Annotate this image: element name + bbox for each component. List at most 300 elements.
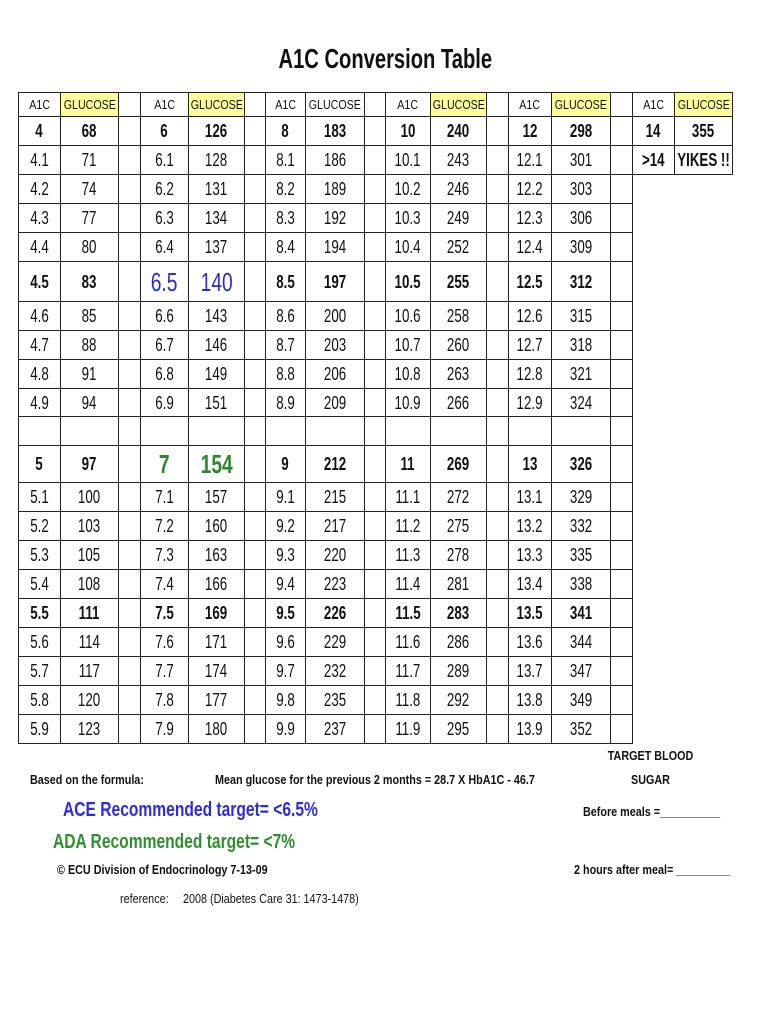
blank-cell: [675, 233, 733, 262]
a1c-cell: [266, 686, 306, 715]
glucose-cell-text: 143: [205, 306, 228, 326]
spacer-cell: [487, 446, 509, 483]
a1c-cell-text: 11.6: [395, 632, 421, 652]
glucose-cell-text: 149: [205, 364, 228, 384]
a1c-cell-text: 12.7: [517, 335, 543, 355]
glucose-cell-text: 272: [447, 487, 470, 507]
a1c-cell: [19, 570, 61, 599]
glucose-cell: [552, 233, 611, 262]
a1c-cell-text: 11.5: [395, 603, 421, 623]
a1c-cell-text: 9.3: [276, 545, 295, 565]
blank-cell: [633, 570, 675, 599]
spacer-cell: [119, 483, 141, 512]
glucose-cell-text: 123: [78, 719, 101, 739]
a1c-cell: [141, 541, 189, 570]
a1c-cell-text: 6.2: [155, 179, 174, 199]
a1c-cell: [266, 417, 306, 446]
table-row: [19, 628, 733, 657]
glucose-cell-text: 134: [205, 208, 228, 228]
table-row: [19, 175, 733, 204]
glucose-cell: [431, 302, 487, 331]
blank-cell: [675, 512, 733, 541]
a1c-cell-text: 5.5: [30, 603, 49, 623]
a1c-cell: [509, 417, 552, 446]
spacer-cell: [487, 204, 509, 233]
a1c-cell: [19, 175, 61, 204]
glucose-cell-text: 200: [323, 306, 347, 326]
a1c-cell: [141, 331, 189, 360]
copyright: [57, 862, 311, 878]
spacer-cell: [245, 389, 266, 417]
spacer-cell: [245, 686, 266, 715]
table-row: [19, 360, 733, 389]
blank-cell: [675, 262, 733, 302]
spacer-cell: [365, 262, 386, 302]
a1c-cell: [386, 541, 431, 570]
a1c-cell-text: 11.8: [395, 690, 421, 710]
glucose-cell: [61, 389, 119, 417]
spacer-cell: [119, 117, 141, 146]
a1c-cell-text: 13.5: [517, 603, 543, 623]
a1c-cell: [141, 483, 189, 512]
spacer-cell: [487, 233, 509, 262]
glucose-cell-text: 232: [323, 661, 347, 681]
spacer-cell: [365, 417, 386, 446]
glucose-cell: [306, 446, 365, 483]
glucose-cell-text: 349: [569, 690, 593, 710]
spacer-cell: [119, 417, 141, 446]
a1c-cell-text: 7: [159, 449, 170, 479]
spacer-cell: [119, 570, 141, 599]
glucose-cell: [552, 331, 611, 360]
table-row: [19, 262, 733, 302]
target-heading-line-2: SUGAR: [631, 772, 670, 787]
glucose-cell-text: 240: [447, 121, 470, 141]
spacer-cell: [245, 657, 266, 686]
a1c-cell: [386, 204, 431, 233]
glucose-cell: [61, 657, 119, 686]
glucose-cell: [189, 599, 245, 628]
spacer-cell: [365, 512, 386, 541]
a1c-cell-text: 11.2: [395, 516, 421, 536]
spacer-cell: [611, 331, 633, 360]
glucose-cell: [306, 175, 365, 204]
glucose-cell-text: 255: [447, 271, 470, 292]
a1c-cell: [509, 715, 552, 744]
spacer-cell: [611, 175, 633, 204]
spacer-cell: [245, 360, 266, 389]
table-header: [19, 93, 733, 117]
glucose-cell-text: 160: [205, 516, 228, 536]
a1c-cell: [19, 417, 61, 446]
glucose-cell: [552, 628, 611, 657]
reference-label: [120, 891, 179, 907]
a1c-cell-text: 8: [281, 121, 290, 141]
glucose-cell: [306, 686, 365, 715]
glucose-cell-text: 209: [323, 392, 347, 413]
glucose-cell-text: 186: [323, 150, 347, 170]
glucose-header: [431, 93, 487, 117]
glucose-cell-text: 120: [78, 690, 101, 710]
glucose-cell: [306, 657, 365, 686]
glucose-cell: [552, 417, 611, 446]
table-row: [19, 204, 733, 233]
glucose-cell: [306, 628, 365, 657]
spacer-cell: [487, 483, 509, 512]
a1c-cell: [633, 117, 675, 146]
a1c-cell: [386, 117, 431, 146]
glucose-cell: [306, 541, 365, 570]
a1c-cell-text: 10.8: [395, 364, 421, 384]
a1c-header-text: A1C: [519, 96, 541, 112]
spacer-cell: [119, 331, 141, 360]
a1c-cell-text: 13: [522, 454, 538, 474]
glucose-cell-text: 263: [447, 364, 470, 384]
glucose-cell: [675, 117, 733, 146]
a1c-cell: [509, 175, 552, 204]
ace-target-text: ACE Recommended target= <6.5%: [63, 799, 318, 821]
glucose-cell: [189, 541, 245, 570]
a1c-cell-text: 10.3: [395, 208, 421, 228]
table-row: [19, 686, 733, 715]
a1c-cell-text: 9.4: [276, 574, 295, 594]
a1c-cell-text: 8.5: [276, 271, 295, 292]
a1c-cell-text: 4.5: [30, 271, 49, 292]
page-title: [0, 42, 770, 76]
a1c-cell: [386, 360, 431, 389]
glucose-cell-text: 137: [205, 237, 228, 257]
a1c-cell: [19, 599, 61, 628]
a1c-cell: [386, 146, 431, 175]
a1c-cell: [386, 262, 431, 302]
glucose-cell: [552, 483, 611, 512]
a1c-cell-text: 7.4: [155, 574, 174, 594]
page-title-text: A1C Conversion Table: [278, 43, 492, 74]
spacer-cell: [611, 93, 633, 117]
glucose-cell-text: 197: [323, 271, 347, 292]
a1c-cell-text: 12.1: [517, 150, 543, 170]
glucose-cell: [189, 331, 245, 360]
a1c-cell-text: 9.9: [276, 719, 295, 739]
a1c-cell-text: 5: [35, 454, 44, 474]
spacer-cell: [245, 483, 266, 512]
glucose-header-text: GLUCOSE: [432, 96, 485, 112]
glucose-cell-text: 329: [569, 487, 593, 507]
glucose-cell: [306, 483, 365, 512]
spacer-cell: [487, 146, 509, 175]
glucose-cell: [306, 417, 365, 446]
spacer-cell: [119, 204, 141, 233]
glucose-cell-text: 260: [447, 335, 470, 355]
a1c-cell-text: 10.4: [395, 237, 421, 257]
glucose-cell: [431, 628, 487, 657]
glucose-cell-text: 275: [447, 516, 470, 536]
a1c-header-text: A1C: [643, 96, 664, 112]
glucose-cell: [61, 262, 119, 302]
glucose-cell: [61, 715, 119, 744]
a1c-cell: [509, 657, 552, 686]
glucose-cell: [189, 146, 245, 175]
blank-cell: [633, 417, 675, 446]
glucose-cell-text: 212: [323, 454, 347, 474]
a1c-cell: [19, 628, 61, 657]
a1c-header: [19, 93, 61, 117]
table-row: [19, 389, 733, 417]
glucose-cell-text: 91: [82, 364, 97, 384]
glucose-cell: [189, 570, 245, 599]
formula-label: [30, 772, 167, 788]
a1c-cell: [266, 117, 306, 146]
glucose-cell: [431, 483, 487, 512]
spacer-cell: [487, 570, 509, 599]
reference-label-text: reference:: [120, 891, 169, 906]
a1c-cell: [266, 570, 306, 599]
a1c-cell-text: 12.6: [517, 306, 543, 326]
glucose-cell: [431, 146, 487, 175]
glucose-cell-text: 103: [78, 516, 101, 536]
glucose-cell-text: 157: [205, 487, 228, 507]
spacer-cell: [611, 446, 633, 483]
glucose-cell: [431, 686, 487, 715]
a1c-cell-text: 7.3: [155, 545, 174, 565]
a1c-cell: [509, 302, 552, 331]
spacer-cell: [245, 262, 266, 302]
glucose-cell-text: 249: [447, 208, 470, 228]
spacer-cell: [119, 360, 141, 389]
blank-cell: [633, 512, 675, 541]
a1c-header-text: A1C: [154, 96, 175, 112]
glucose-cell: [306, 262, 365, 302]
a1c-cell-text: 8.9: [276, 392, 295, 413]
a1c-cell-text: 10.5: [395, 271, 421, 292]
a1c-cell: [386, 331, 431, 360]
glucose-cell: [552, 262, 611, 302]
glucose-cell: [189, 657, 245, 686]
glucose-cell-text: 246: [447, 179, 470, 199]
glucose-header: [189, 93, 245, 117]
a1c-cell-text: 4.2: [30, 179, 49, 199]
a1c-cell: [266, 233, 306, 262]
glucose-cell: [189, 446, 245, 483]
glucose-cell-text: 83: [82, 271, 97, 292]
a1c-header-text: A1C: [397, 96, 419, 112]
blank-cell: [675, 302, 733, 331]
glucose-cell-text: 338: [569, 574, 593, 594]
glucose-cell: [552, 446, 611, 483]
glucose-cell-text: 312: [569, 271, 593, 292]
a1c-cell: [509, 541, 552, 570]
a1c-cell: [19, 117, 61, 146]
glucose-cell: [431, 446, 487, 483]
glucose-cell: [61, 446, 119, 483]
glucose-cell-text: 77: [82, 208, 97, 228]
a1c-cell: [266, 302, 306, 331]
a1c-cell-text: 6.8: [155, 364, 174, 384]
a1c-cell-text: 9.5: [276, 603, 295, 623]
glucose-cell-text: 286: [447, 632, 470, 652]
a1c-cell: [386, 446, 431, 483]
a1c-cell-text: 7.1: [155, 487, 174, 507]
a1c-cell: [19, 302, 61, 331]
a1c-cell: [19, 483, 61, 512]
a1c-cell-text: 5.3: [30, 545, 49, 565]
a1c-cell: [266, 204, 306, 233]
blank-cell: [675, 628, 733, 657]
glucose-cell-text: 189: [323, 179, 347, 199]
spacer-cell: [119, 715, 141, 744]
spacer-cell: [487, 360, 509, 389]
spacer-cell: [365, 657, 386, 686]
a1c-cell: [509, 331, 552, 360]
glucose-cell: [552, 302, 611, 331]
spacer-cell: [245, 204, 266, 233]
glucose-cell-text: 97: [82, 454, 97, 474]
a1c-cell: [633, 146, 675, 175]
spacer-cell: [119, 628, 141, 657]
spacer-cell: [611, 628, 633, 657]
glucose-cell-text: 252: [447, 237, 470, 257]
blank-cell: [633, 233, 675, 262]
glucose-cell-text: 171: [205, 632, 228, 652]
a1c-cell: [19, 715, 61, 744]
glucose-cell: [189, 686, 245, 715]
spacer-cell: [487, 417, 509, 446]
glucose-cell: [61, 302, 119, 331]
a1c-cell-text: 5.4: [30, 574, 49, 594]
blank-cell: [633, 628, 675, 657]
spacer-cell: [611, 483, 633, 512]
glucose-cell: [189, 262, 245, 302]
spacer-cell: [365, 599, 386, 628]
a1c-cell: [19, 233, 61, 262]
a1c-cell-text: 9.2: [276, 516, 295, 536]
a1c-cell: [266, 146, 306, 175]
spacer-cell: [487, 628, 509, 657]
spacer-cell: [487, 175, 509, 204]
a1c-cell: [141, 117, 189, 146]
target-heading-line-1: TARGET BLOOD: [607, 748, 694, 763]
a1c-cell-text: 5.8: [30, 690, 49, 710]
spacer-cell: [119, 175, 141, 204]
a1c-cell-text: 12.5: [517, 271, 543, 292]
a1c-header: [509, 93, 552, 117]
a1c-cell-text: 9.7: [276, 661, 295, 681]
glucose-cell-text: 266: [447, 392, 470, 413]
spacer-cell: [611, 570, 633, 599]
glucose-cell: [189, 483, 245, 512]
a1c-cell: [386, 233, 431, 262]
blank-cell: [675, 360, 733, 389]
glucose-cell: [431, 512, 487, 541]
blank-cell: [633, 715, 675, 744]
glucose-cell: [189, 512, 245, 541]
spacer-cell: [487, 657, 509, 686]
a1c-cell-text: 10.9: [395, 392, 421, 413]
spacer-cell: [611, 686, 633, 715]
glucose-header-text: GLUCOSE: [63, 96, 116, 112]
glucose-cell: [61, 541, 119, 570]
a1c-cell-text: 13.6: [517, 632, 543, 652]
spacer-cell: [487, 93, 509, 117]
blank-cell: [675, 570, 733, 599]
spacer-cell: [119, 599, 141, 628]
blank-cell: [675, 657, 733, 686]
a1c-header: [141, 93, 189, 117]
a1c-cell-text: 4: [35, 121, 44, 141]
a1c-cell: [386, 570, 431, 599]
a1c-cell-text: 7.7: [155, 661, 174, 681]
a1c-cell-text: 12.9: [517, 392, 543, 413]
a1c-cell-text: 9: [281, 454, 290, 474]
a1c-cell-text: 10.2: [395, 179, 421, 199]
spacer-cell: [487, 715, 509, 744]
blank-cell: [675, 389, 733, 417]
glucose-cell: [189, 175, 245, 204]
a1c-cell-text: 6.6: [155, 306, 174, 326]
glucose-cell-text: 324: [569, 392, 593, 413]
glucose-cell: [552, 715, 611, 744]
glucose-cell: [306, 302, 365, 331]
glucose-cell: [675, 146, 733, 175]
a1c-header-text: A1C: [29, 96, 50, 112]
a1c-cell-text: 7.2: [155, 516, 174, 536]
glucose-cell: [61, 599, 119, 628]
glucose-cell: [552, 541, 611, 570]
glucose-cell-text: 68: [82, 121, 97, 141]
glucose-cell-text: 278: [447, 545, 470, 565]
glucose-cell: [61, 204, 119, 233]
glucose-cell-text: 258: [447, 306, 470, 326]
glucose-cell-text: 169: [205, 603, 228, 623]
glucose-cell-text: 88: [82, 335, 97, 355]
glucose-cell: [61, 628, 119, 657]
glucose-cell-text: 229: [323, 632, 347, 652]
copyright-text: © ECU Division of Endocrinology 7-13-09: [57, 862, 268, 877]
ada-target: [53, 830, 363, 854]
a1c-cell: [19, 204, 61, 233]
a1c-cell-text: 10: [400, 121, 416, 141]
a1c-cell: [19, 446, 61, 483]
glucose-cell-text: 100: [78, 487, 101, 507]
reference: [183, 891, 395, 907]
a1c-cell: [19, 657, 61, 686]
a1c-cell: [266, 512, 306, 541]
spacer-cell: [611, 599, 633, 628]
glucose-cell: [306, 360, 365, 389]
spacer-cell: [245, 93, 266, 117]
a1c-cell: [509, 117, 552, 146]
glucose-header-text: GLUCOSE: [190, 96, 243, 112]
spacer-cell: [245, 233, 266, 262]
a1c-cell-text: 10.1: [395, 150, 421, 170]
a1c-cell-text: 11.1: [395, 487, 421, 507]
glucose-header: [675, 93, 733, 117]
spacer-cell: [365, 715, 386, 744]
a1c-cell-text: 9.6: [276, 632, 295, 652]
glucose-cell: [552, 204, 611, 233]
spacer-cell: [611, 302, 633, 331]
glucose-cell: [61, 146, 119, 175]
spacer-cell: [365, 302, 386, 331]
a1c-cell: [509, 686, 552, 715]
a1c-cell: [141, 302, 189, 331]
table-body: [19, 117, 733, 744]
a1c-cell-text: 11.9: [395, 719, 421, 739]
blank-cell: [633, 686, 675, 715]
a1c-cell-text: 13.8: [517, 690, 543, 710]
glucose-cell-text: 352: [569, 719, 593, 739]
glucose-cell-text: 85: [82, 306, 97, 326]
